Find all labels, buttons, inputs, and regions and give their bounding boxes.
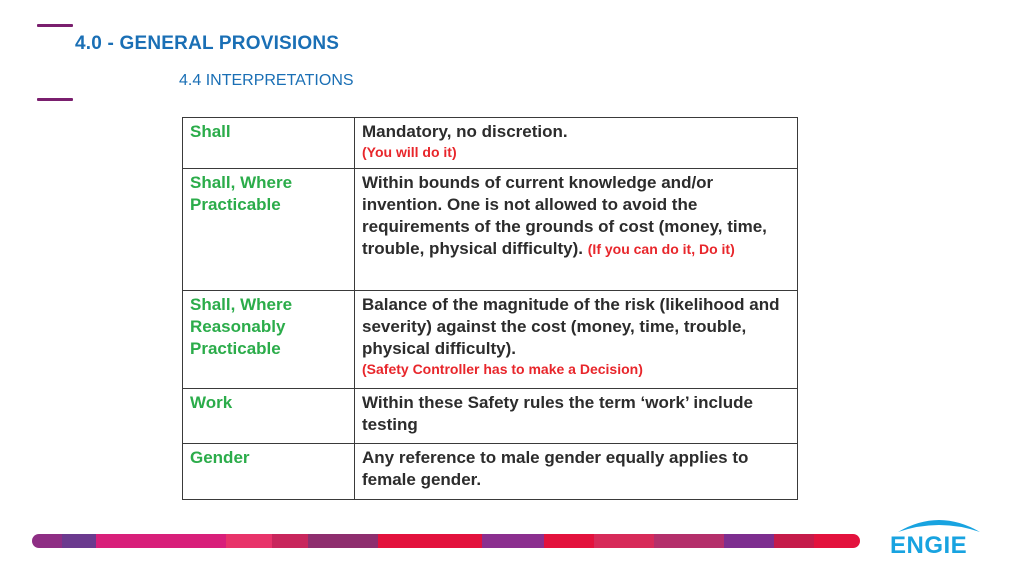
logo-text: ENGIE [890, 532, 968, 559]
definition-note: (Safety Controller has to make a Decision) [362, 361, 643, 377]
footer-bar-segment [96, 534, 226, 548]
term-cell: Shall [183, 118, 355, 169]
footer-bar-segment [774, 534, 814, 548]
footer-bar-segment [378, 534, 448, 548]
footer-bar-segment [544, 534, 594, 548]
footer-bar-segment [594, 534, 654, 548]
footer-bar-segment [308, 534, 378, 548]
definition-cell [355, 118, 798, 169]
term-cell: Shall, Where Reasonably Practicable [183, 291, 355, 389]
accent-line-bottom [37, 98, 73, 101]
footer-bar-segment [272, 534, 308, 548]
term-cell: Shall, Where Practicable [183, 169, 355, 291]
footer-bar-segment [62, 534, 96, 548]
section-subtitle: 4.4 INTERPRETATIONS [179, 72, 354, 89]
accent-line-top [37, 24, 73, 27]
interpretations-table [182, 117, 798, 500]
definition-text: Within these Safety rules the term ‘work’ include testing [362, 393, 753, 434]
table-row [183, 389, 798, 444]
table-row [183, 169, 798, 291]
footer-bar-segment [448, 534, 482, 548]
page-title: 4.0 - GENERAL PROVISIONS [75, 33, 340, 54]
definition-cell [355, 389, 798, 444]
footer-bar-segment [32, 534, 62, 548]
definition-text: Within bounds of current knowledge and/or invention. One is not allowed to avoid the requirements of the grounds of cost (money, time, trouble, physical difficulty). [362, 173, 767, 258]
table-row [183, 118, 798, 169]
definition-note: (You will do it) [362, 144, 457, 160]
engie-logo [884, 512, 992, 558]
footer-bar-segment [226, 534, 272, 548]
definition-text: Any reference to male gender equally applies to female gender. [362, 448, 749, 489]
definition-text: Mandatory, no discretion. [362, 122, 568, 141]
footer-bar-segment [654, 534, 724, 548]
footer-bar-segment [724, 534, 774, 548]
definition-text: Balance of the magnitude of the risk (likelihood and severity) against the cost (money, time, trouble, physical difficulty). [362, 295, 780, 358]
table-row [183, 444, 798, 500]
table-row [183, 291, 798, 389]
footer-bar-segment [482, 534, 544, 548]
definition-cell [355, 291, 798, 389]
definition-note: (If you can do it, Do it) [587, 241, 735, 257]
footer-color-bar [32, 534, 860, 548]
definition-cell [355, 444, 798, 500]
logo-arc-icon [894, 514, 984, 534]
term-cell: Work [183, 389, 355, 444]
footer-bar-segment [814, 534, 860, 548]
term-cell: Gender [183, 444, 355, 500]
definition-cell [355, 169, 798, 291]
